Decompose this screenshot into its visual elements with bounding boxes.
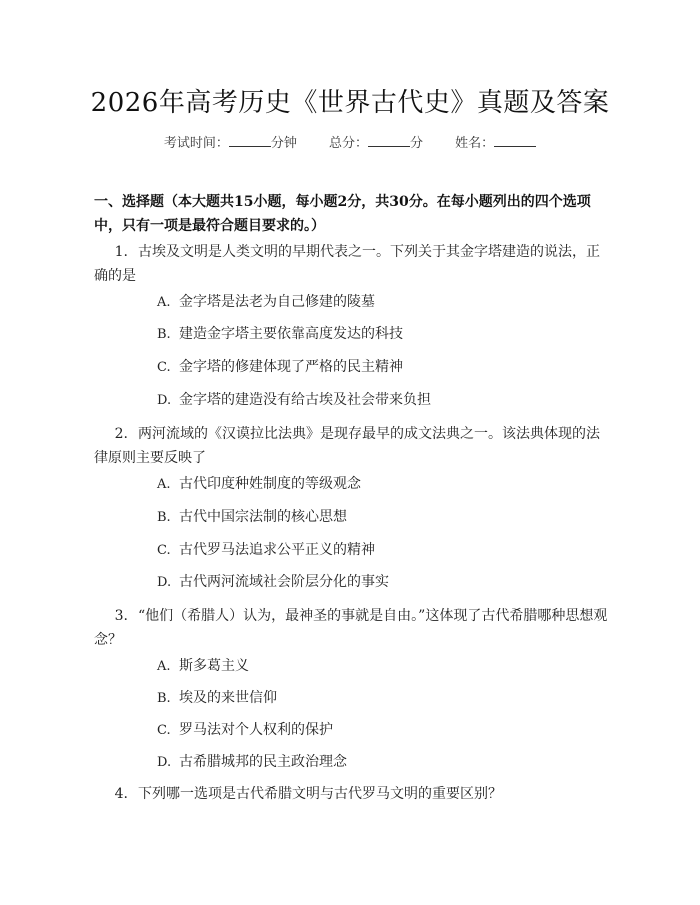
question-2 bbox=[94, 422, 609, 470]
question-text: 两河流域的《汉谟拉比法典》是现存最早的成文法典之一。该法典体现的法律原则主要反映了 bbox=[94, 426, 600, 466]
option-text: 罗马法对个人权利的保护 bbox=[179, 722, 333, 738]
option-letter: A. bbox=[157, 477, 171, 492]
question-3-option-b[interactable] bbox=[157, 688, 277, 709]
question-1 bbox=[94, 240, 609, 288]
question-1-option-c[interactable] bbox=[157, 357, 403, 378]
option-letter: B. bbox=[157, 691, 171, 706]
total-score-field bbox=[329, 132, 423, 151]
exam-time-blank[interactable] bbox=[229, 134, 271, 147]
question-1-option-b[interactable] bbox=[157, 324, 403, 345]
exam-time-unit: 分钟 bbox=[270, 136, 297, 151]
question-4 bbox=[94, 782, 609, 806]
option-text: 古代两河流域社会阶层分化的事实 bbox=[179, 574, 389, 590]
question-number: 3. bbox=[114, 608, 128, 624]
question-3 bbox=[94, 604, 609, 652]
question-2-option-c[interactable] bbox=[157, 540, 375, 561]
total-score-label: 总分： bbox=[328, 136, 368, 151]
page-title: 2026年高考历史《世界古代史》真题及答案 bbox=[90, 88, 610, 118]
question-text: “他们（希腊人）认为，最神圣的事就是自由。”这体现了古代希腊哪种思想观念？ bbox=[94, 608, 608, 648]
question-3-option-a[interactable] bbox=[157, 656, 249, 677]
question-2-option-b[interactable] bbox=[157, 507, 347, 528]
exam-meta bbox=[0, 132, 700, 151]
option-text: 埃及的来世信仰 bbox=[179, 690, 277, 706]
option-letter: C. bbox=[157, 723, 171, 738]
question-1-option-d[interactable] bbox=[157, 390, 431, 411]
student-name-label: 姓名： bbox=[455, 136, 495, 151]
student-name-field bbox=[455, 132, 536, 151]
question-text: 古埃及文明是人类文明的早期代表之一。下列关于其金字塔建造的说法，正确的是 bbox=[94, 244, 600, 284]
exam-time-field bbox=[164, 132, 297, 151]
option-letter: C. bbox=[157, 543, 171, 558]
exam-time-label: 考试时间： bbox=[163, 136, 229, 151]
question-2-option-a[interactable] bbox=[157, 474, 361, 495]
option-letter: D. bbox=[157, 755, 172, 770]
question-number: 4. bbox=[114, 786, 128, 802]
total-score-unit: 分 bbox=[410, 136, 424, 151]
option-text: 建造金字塔主要依靠高度发达的科技 bbox=[179, 326, 403, 342]
option-text: 金字塔的修建体现了严格的民主精神 bbox=[179, 359, 403, 375]
option-text: 金字塔是法老为自己修建的陵墓 bbox=[179, 294, 375, 310]
option-letter: D. bbox=[157, 575, 172, 590]
option-letter: B. bbox=[157, 510, 171, 525]
option-text: 金字塔的建造没有给古埃及社会带来负担 bbox=[179, 392, 431, 408]
total-score-blank[interactable] bbox=[368, 134, 410, 147]
option-text: 古代印度种姓制度的等级观念 bbox=[179, 476, 361, 492]
question-number: 1. bbox=[114, 244, 128, 260]
option-text: 古希腊城邦的民主政治理念 bbox=[179, 754, 347, 770]
question-3-option-d[interactable] bbox=[157, 752, 347, 773]
question-2-option-d[interactable] bbox=[157, 572, 389, 593]
section-heading: 一、选择题（本大题共15小题，每小题2分，共30分。在每小题列出的四个选项中，只有一项是最符合题目要求的。） bbox=[94, 194, 591, 234]
option-text: 古代中国宗法制的核心思想 bbox=[179, 509, 347, 525]
option-text: 古代罗马法追求公平正义的精神 bbox=[179, 542, 375, 558]
question-3-option-c[interactable] bbox=[157, 720, 333, 741]
option-letter: A. bbox=[157, 659, 171, 674]
question-1-option-a[interactable] bbox=[157, 292, 375, 313]
option-text: 斯多葛主义 bbox=[179, 658, 249, 674]
option-letter: B. bbox=[157, 327, 171, 342]
student-name-blank[interactable] bbox=[494, 134, 536, 147]
option-letter: C. bbox=[157, 360, 171, 375]
option-letter: D. bbox=[157, 393, 172, 408]
option-letter: A. bbox=[157, 295, 171, 310]
question-text: 下列哪一选项是古代希腊文明与古代罗马文明的重要区别？ bbox=[138, 786, 502, 802]
question-number: 2. bbox=[114, 426, 128, 442]
